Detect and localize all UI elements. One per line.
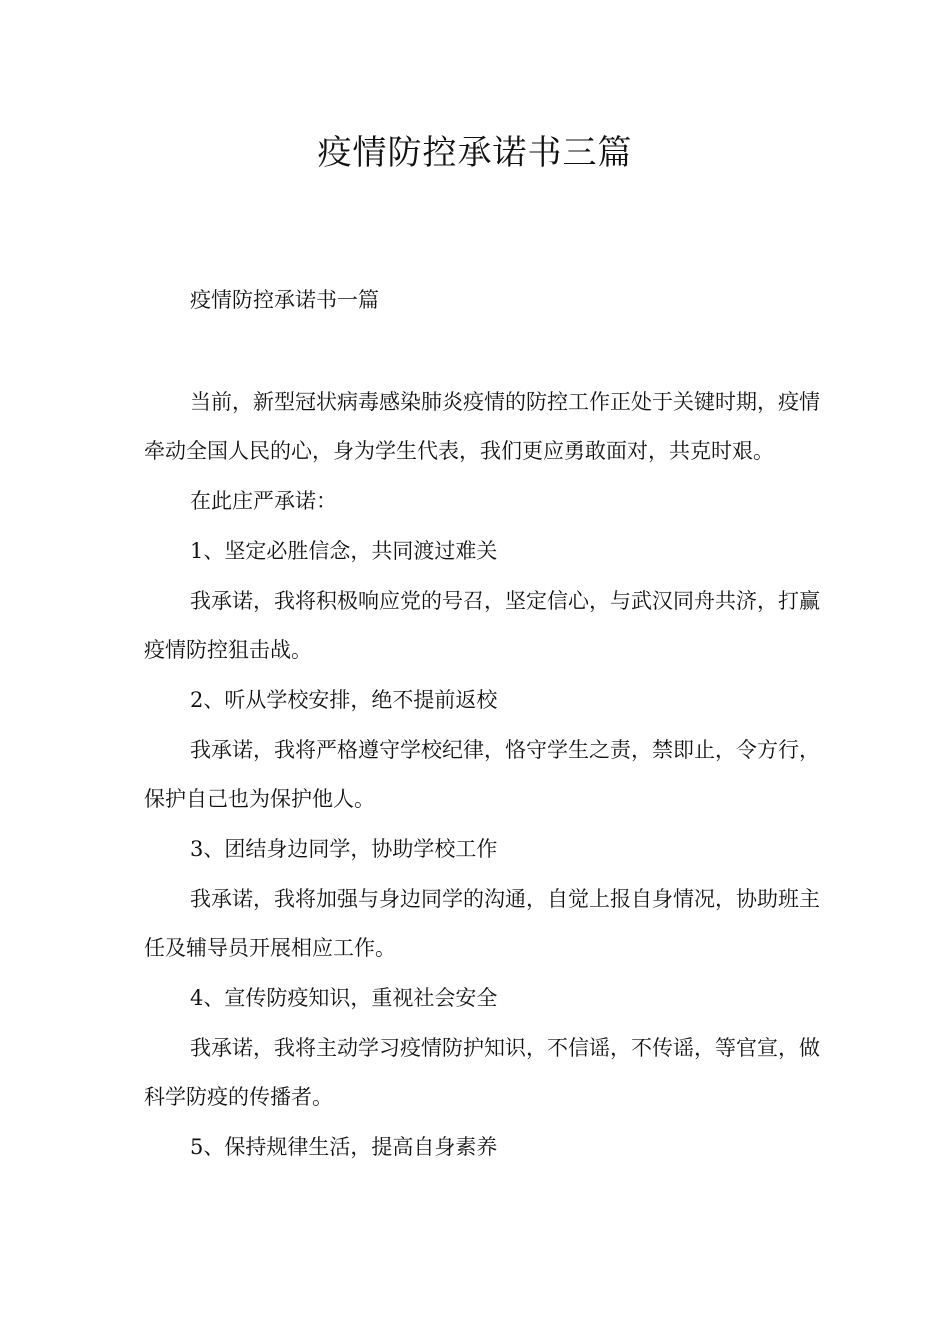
paragraph-pledge-lead: 在此庄严承诺： bbox=[190, 489, 337, 513]
pledge-text-2: 我承诺，我将严格遵守学校纪律，恪守学生之责，禁即止，令方行，保护自己也为保护他人。 bbox=[144, 738, 820, 811]
paragraph-intro: 当前，新型冠状病毒感染肺炎疫情的防控工作正处于关键时期，疫情牵动全国人民的心，身为学生代表，我们更应勇敢面对，共克时艰。 bbox=[144, 390, 820, 463]
pledge-heading-2: 2、听从学校安排，绝不提前返校 bbox=[190, 688, 498, 712]
document-title: 疫情防控承诺书三篇 bbox=[317, 133, 633, 173]
pledge-text-1: 我承诺，我将积极响应党的号召，坚定信心，与武汉同舟共济，打赢疫情防控狙击战。 bbox=[144, 589, 820, 662]
pledge-heading-3: 3、团结身边同学，协助学校工作 bbox=[190, 837, 498, 861]
document-body bbox=[144, 378, 820, 1173]
section-subtitle: 疫情防控承诺书一篇 bbox=[190, 288, 379, 312]
pledge-text-4: 我承诺，我将主动学习疫情防护知识，不信谣，不传谣，等官宣，做科学防疫的传播者。 bbox=[144, 1036, 820, 1109]
pledge-heading-5: 5、保持规律生活，提高自身素养 bbox=[190, 1135, 498, 1159]
pledge-heading-4: 4、宣传防疫知识，重视社会安全 bbox=[190, 986, 498, 1010]
pledge-heading-1: 1、坚定必胜信念，共同渡过难关 bbox=[190, 539, 498, 563]
pledge-text-3: 我承诺，我将加强与身边同学的沟通，自觉上报自身情况，协助班主任及辅导员开展相应工作。 bbox=[144, 887, 820, 960]
